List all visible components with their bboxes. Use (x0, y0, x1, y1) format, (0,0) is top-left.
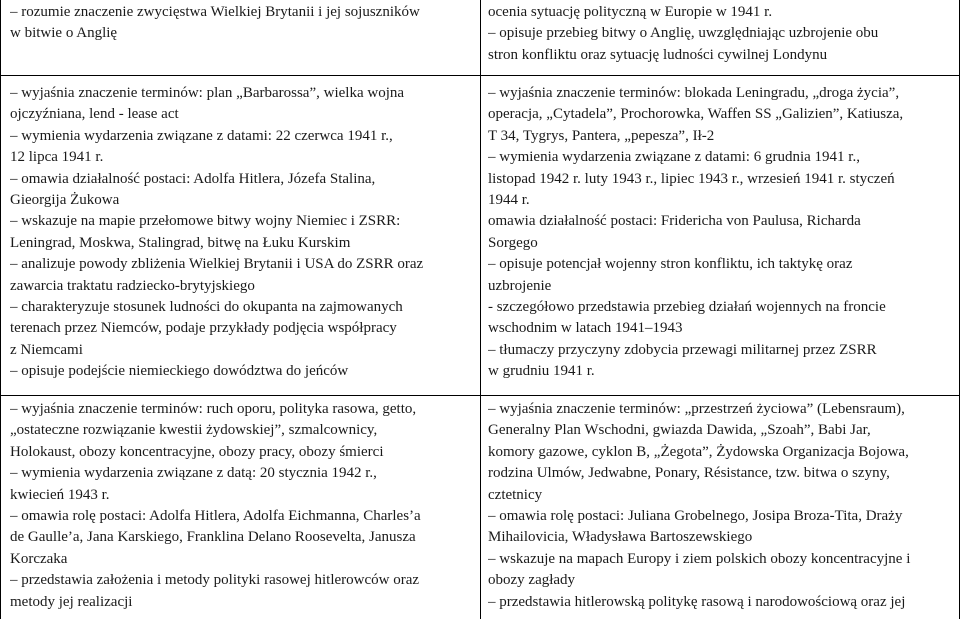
text-line: omawia działalność postaci: Fridericha von Paulusa, Richarda (488, 213, 861, 230)
text-line: rodzina Ulmów, Jedwabne, Ponary, Résistance, tzw. bitwa o szyny, (488, 465, 890, 482)
text-line: – rozumie znaczenie zwycięstwa Wielkiej Brytanii i jej sojuszników (10, 4, 420, 20)
text-line: z Niemcami (10, 341, 83, 358)
text-line: – wymienia wydarzenia związane z datami: 22 czerwca 1941 r., (10, 127, 393, 144)
text-line: – opisuje przebieg bitwy o Anglię, uwzględniając uzbrojenie obu (488, 25, 879, 42)
text-line: de Gaulle’a, Jana Karskiego, Franklina Delano Roosevelta, Janusza (10, 529, 416, 546)
text-line: - szczegółowo przedstawia przebieg działań wojennych na froncie (488, 299, 886, 316)
table-cell-right-row-1 (488, 2, 952, 66)
text-line: – przedstawia hitlerowską politykę rasową i narodowościową oraz jej (488, 593, 906, 610)
text-line: terenach przez Niemców, podaje przykłady podjęcia współpracy (10, 320, 397, 337)
text-line: wschodnim w latach 1941–1943 (488, 320, 683, 337)
text-line: T 34, Tygrys, Pantera, „pepesza”, Ił-2 (488, 127, 715, 144)
text-line: Leningrad, Moskwa, Stalingrad, bitwę na Łuku Kurskim (10, 234, 351, 251)
text-line: operacja, „Cytadela”, Prochorowka, Waffen SS „Galizien”, Katiusza, (488, 106, 904, 123)
text-line: – analizuje powody zbliżenia Wielkiej Brytanii i USA do ZSRR oraz (10, 256, 424, 273)
text-line: Mihailovicia, Władysława Bartoszewskiego (488, 529, 753, 546)
text-line: Gieorgija Żukowa (10, 192, 120, 209)
text-line: – wskazuje na mapie przełomowe bitwy wojny Niemiec i ZSRR: (10, 213, 401, 230)
table-cell-left-row-2 (10, 83, 474, 383)
column-divider (480, 0, 481, 619)
table-border-left (0, 0, 1, 619)
table-cell-left-row-1 (10, 2, 474, 45)
text-line: stron konfliktu oraz sytuację ludności cywilnej Londynu (488, 46, 828, 63)
text-line: – charakteryzuje stosunek ludności do okupanta na zajmowanych (10, 299, 403, 316)
text-line: Generalny Plan Wschodni, gwiazda Dawida, „Szoah”, Babi Jar, (488, 422, 871, 439)
table-cell-right-row-3 (488, 399, 952, 613)
text-line: – opisuje potencjał wojenny stron konfliktu, ich taktykę oraz (488, 256, 853, 273)
text-line: – wymienia wydarzenia związane z datami: 6 grudnia 1941 r., (488, 149, 860, 166)
text-line: – wyjaśnia znaczenie terminów: ruch oporu, polityka rasowa, getto, (10, 401, 417, 417)
row-divider-1 (0, 75, 960, 76)
text-line: cztetnicy (488, 486, 543, 503)
text-line: ojczyźniana, lend - lease act (10, 106, 179, 123)
text-line: ocenia sytuację polityczną w Europie w 1941 r. (488, 4, 773, 20)
text-line: 1944 r. (488, 192, 530, 209)
text-line: – tłumaczy przyczyny zdobycia przewagi militarnej przez ZSRR (488, 341, 877, 358)
text-line: uzbrojenie (488, 277, 552, 294)
text-line: Holokaust, obozy koncentracyjne, obozy pracy, obozy śmierci (10, 443, 384, 460)
text-line: 12 lipca 1941 r. (10, 149, 104, 166)
text-line: – przedstawia założenia i metody polityki rasowej hitlerowców oraz (10, 572, 420, 589)
text-line: obozy zagłady (488, 572, 576, 589)
text-line: Sorgego (488, 234, 538, 251)
text-line: – omawia rolę postaci: Adolfa Hitlera, Adolfa Eichmanna, Charles’a (10, 508, 421, 525)
table-cell-right-row-2 (488, 83, 952, 383)
text-line: kwiecień 1943 r. (10, 486, 110, 503)
text-line: komory gazowe, cyklon B, „Żegota”, Żydowska Organizacja Bojowa, (488, 443, 909, 460)
text-line: Korczaka (10, 550, 68, 567)
text-line: – wyjaśnia znaczenie terminów: „przestrzeń życiowa” (Lebensraum), (488, 401, 905, 417)
text-line: listopad 1942 r. luty 1943 r., lipiec 1943 r., wrzesień 1941 r. styczeń (488, 170, 895, 187)
text-line: – omawia działalność postaci: Adolfa Hitlera, Józefa Stalina, (10, 170, 376, 187)
text-line: zawarcia traktatu radziecko-brytyjskiego (10, 277, 255, 294)
table-cell-left-row-3 (10, 399, 474, 613)
text-line: – opisuje podejście niemieckiego dowództwa do jeńców (10, 363, 349, 380)
text-line: – wymienia wydarzenia związane z datą: 20 stycznia 1942 r., (10, 465, 377, 482)
text-line: „ostateczne rozwiązanie kwestii żydowskiej”, szmalcownicy, (10, 422, 378, 439)
text-line: w bitwie o Anglię (10, 25, 118, 42)
text-line: – wyjaśnia znaczenie terminów: blokada Leningradu, „droga życia”, (488, 85, 900, 101)
text-line: – omawia rolę postaci: Juliana Grobelnego, Josipa Broza-Tita, Draży (488, 508, 903, 525)
text-line: w grudniu 1941 r. (488, 363, 595, 380)
row-divider-2 (0, 395, 960, 396)
text-line: – wyjaśnia znaczenie terminów: plan „Barbarossa”, wielka wojna (10, 85, 405, 101)
text-line: metody jej realizacji (10, 593, 133, 610)
text-line: – wskazuje na mapach Europy i ziem polskich obozy koncentracyjne i (488, 550, 911, 567)
